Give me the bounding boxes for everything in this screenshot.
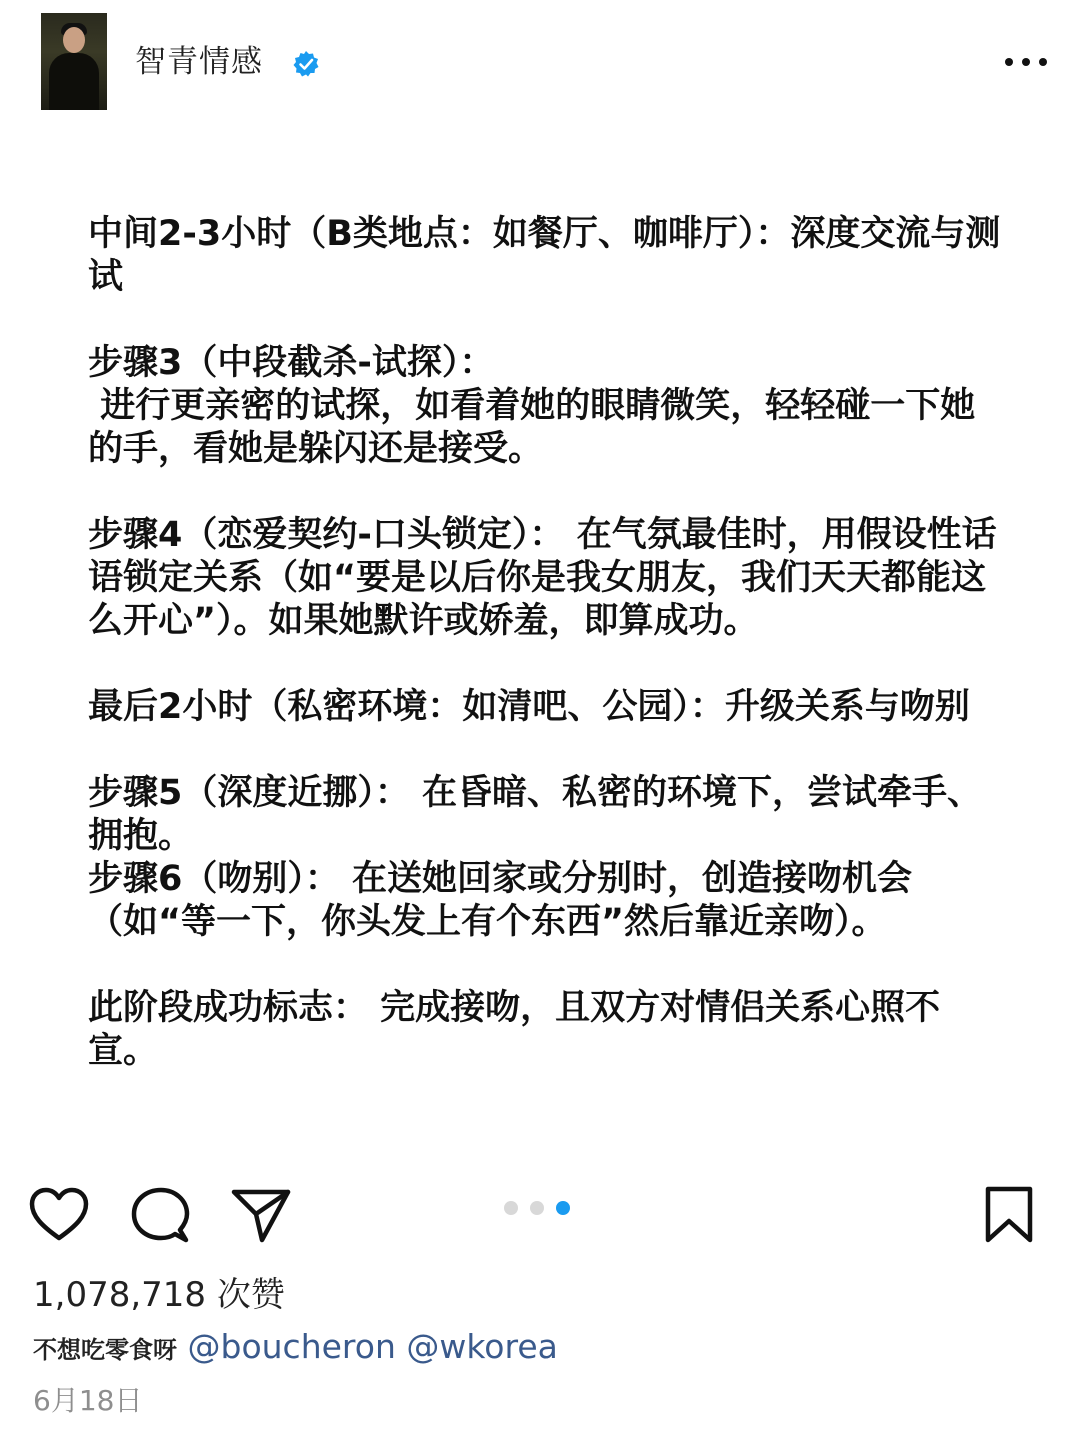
carousel-indicator [504, 1200, 574, 1216]
verified-badge-icon [292, 50, 320, 78]
content-paragraph: 步骤3（中段截杀-试探）： 进行更亲密的试探，如看着她的眼睛微笑，轻轻碰一下她的手，看她是躲闪还是接受。 [88, 343, 976, 469]
content-paragraph: 此阶段成功标志： 完成接吻，且双方对情侣关系心照不宣。 [88, 988, 941, 1071]
content-paragraph: 步骤5（深度近挪）： 在昏暗、私密的环境下，尝试牵手、拥抱。 [88, 773, 983, 856]
avatar[interactable] [41, 13, 107, 110]
caption-author[interactable]: 不想吃零食呀 [33, 1336, 177, 1364]
comment-icon[interactable] [130, 1186, 190, 1246]
content-paragraph: 步骤6（吻别）： 在送她回家或分别时，创造接吻机会（如“等一下，你头发上有个东西”然后靠近亲吻）。 [88, 859, 913, 942]
content-paragraph: 最后2小时（私密环境：如清吧、公园）：升级关系与吻别 [88, 687, 970, 727]
post-content [88, 213, 1008, 1073]
send-icon[interactable] [230, 1186, 292, 1246]
post-date: 6月18日 [33, 1384, 143, 1417]
carousel-dot [504, 1201, 518, 1215]
caption [33, 1325, 558, 1372]
mention-link[interactable]: @boucheron [187, 1327, 396, 1366]
content-paragraph: 中间2-3小时（B类地点：如餐厅、咖啡厅）：深度交流与测试 [88, 214, 1001, 297]
likes-count[interactable]: 1,078,718 次赞 [33, 1275, 285, 1315]
more-options-icon[interactable] [1003, 54, 1049, 70]
mention-link[interactable]: @wkorea [406, 1327, 558, 1366]
carousel-dot-active [556, 1201, 570, 1215]
username[interactable]: 智青情感 [135, 44, 263, 80]
post-header [0, 0, 1080, 125]
content-paragraph: 步骤4（恋爱契约-口头锁定）： 在气氛最佳时，用假设性话语锁定关系（如“要是以后你是我女朋友，我们天天都能这么开心”）。如果她默许或娇羞，即算成功。 [88, 515, 997, 641]
heart-icon[interactable] [28, 1186, 90, 1244]
bookmark-icon[interactable] [984, 1185, 1034, 1245]
carousel-dot [530, 1201, 544, 1215]
